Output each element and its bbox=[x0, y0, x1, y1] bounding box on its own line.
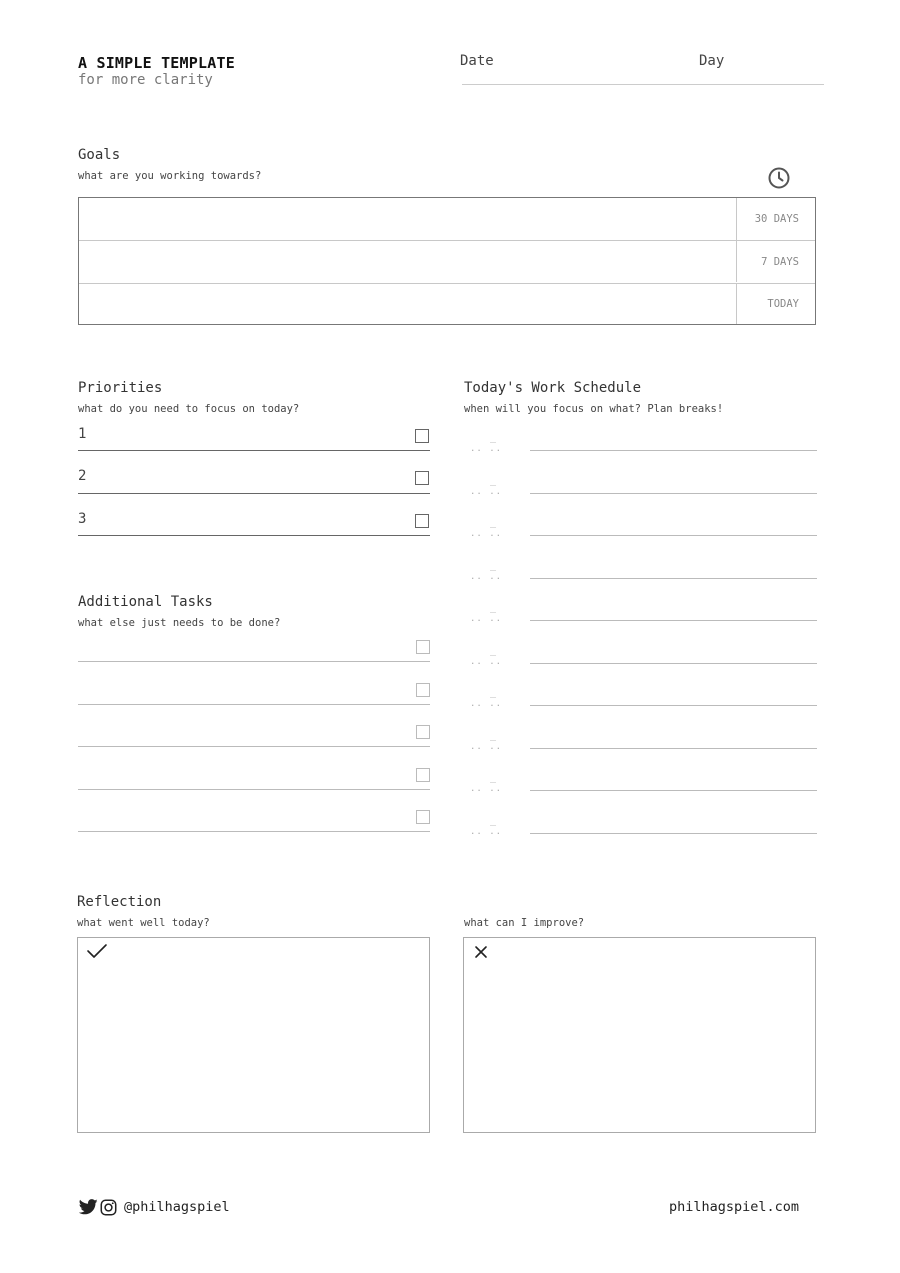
task-checkbox[interactable] bbox=[416, 768, 430, 782]
goal-tag: TODAY bbox=[736, 284, 815, 324]
schedule-slot-line[interactable] bbox=[530, 748, 817, 749]
priority-line[interactable] bbox=[78, 535, 430, 536]
twitter-icon[interactable] bbox=[79, 1199, 98, 1215]
schedule-slot-line[interactable] bbox=[530, 620, 817, 621]
task-line[interactable] bbox=[78, 746, 430, 747]
schedule-slot-dash: _ bbox=[490, 474, 497, 486]
schedule-slot-line[interactable] bbox=[530, 493, 817, 494]
schedule-slot-line[interactable] bbox=[530, 663, 817, 664]
goal-row-30-days[interactable] bbox=[79, 198, 815, 240]
schedule-title: Today's Work Schedule bbox=[464, 380, 642, 396]
task-checkbox[interactable] bbox=[416, 810, 430, 824]
schedule-slot-time[interactable]: .. .. bbox=[470, 571, 503, 582]
priority-number: 1 bbox=[78, 426, 87, 442]
schedule-slot-time[interactable]: .. .. bbox=[470, 826, 503, 837]
schedule-subtitle: when will you focus on what? Plan breaks! bbox=[464, 403, 724, 415]
task-line[interactable] bbox=[78, 789, 430, 790]
clock-icon bbox=[767, 166, 791, 190]
schedule-slot-time[interactable]: .. .. bbox=[470, 529, 503, 539]
schedule-slot-dash: _ bbox=[490, 772, 497, 783]
task-line[interactable] bbox=[78, 831, 430, 832]
priorities-title: Priorities bbox=[78, 380, 163, 396]
social-handle[interactable]: @philhagspiel bbox=[124, 1199, 230, 1215]
schedule-slot-line[interactable] bbox=[530, 450, 817, 451]
cross-icon bbox=[474, 944, 488, 958]
reflection-improve-prompt: what can I improve? bbox=[464, 917, 585, 929]
goal-tag: 7 DAYS bbox=[736, 241, 815, 282]
page-subtitle: for more clarity bbox=[78, 72, 213, 88]
schedule-slot-dash: _ bbox=[490, 814, 497, 826]
tasks-subtitle: what else just needs to be done? bbox=[78, 617, 281, 629]
tasks-title: Additional Tasks bbox=[78, 594, 213, 610]
schedule-slot-line[interactable] bbox=[530, 578, 817, 579]
date-day-line[interactable] bbox=[462, 84, 824, 85]
goal-tag: 30 DAYS bbox=[736, 198, 815, 240]
priority-checkbox[interactable] bbox=[415, 471, 429, 485]
task-line[interactable] bbox=[78, 704, 430, 705]
schedule-slot-dash: _ bbox=[490, 602, 497, 613]
schedule-slot-line[interactable] bbox=[530, 833, 817, 834]
schedule-slot-dash: _ bbox=[490, 729, 497, 741]
schedule-slot-dash: _ bbox=[490, 517, 497, 528]
day-label: Day bbox=[699, 53, 725, 69]
goals-table bbox=[78, 197, 816, 325]
task-checkbox[interactable] bbox=[416, 640, 430, 654]
priority-checkbox[interactable] bbox=[415, 429, 429, 443]
task-checkbox[interactable] bbox=[416, 725, 430, 739]
schedule-slot-time[interactable]: .. .. bbox=[470, 444, 503, 454]
goals-title: Goals bbox=[78, 147, 121, 163]
check-icon bbox=[86, 942, 108, 960]
schedule-slot-time[interactable]: .. .. bbox=[470, 699, 503, 709]
priority-line[interactable] bbox=[78, 493, 430, 494]
schedule-slot-line[interactable] bbox=[530, 790, 817, 791]
date-label: Date bbox=[460, 53, 494, 69]
priority-number: 3 bbox=[78, 511, 87, 527]
priorities-subtitle: what do you need to focus on today? bbox=[78, 403, 300, 415]
page-title: A SIMPLE TEMPLATE bbox=[78, 54, 235, 72]
priority-checkbox[interactable] bbox=[415, 514, 429, 528]
schedule-slot-dash: _ bbox=[490, 432, 497, 443]
schedule-slot-time[interactable]: .. .. bbox=[470, 784, 503, 794]
task-checkbox[interactable] bbox=[416, 683, 430, 697]
improve-box[interactable] bbox=[463, 937, 816, 1133]
schedule-slot-line[interactable] bbox=[530, 705, 817, 706]
schedule-slot-line[interactable] bbox=[530, 535, 817, 536]
schedule-slot-time[interactable]: .. .. bbox=[470, 486, 503, 497]
priority-line[interactable] bbox=[78, 450, 430, 451]
schedule-slot-time[interactable]: .. .. bbox=[470, 741, 503, 752]
priority-number: 2 bbox=[78, 468, 87, 484]
instagram-icon[interactable] bbox=[100, 1199, 117, 1216]
goals-subtitle: what are you working towards? bbox=[78, 170, 262, 182]
schedule-slot-dash: _ bbox=[490, 644, 497, 656]
task-line[interactable] bbox=[78, 661, 430, 662]
schedule-slot-dash: _ bbox=[490, 687, 497, 698]
goal-row-today[interactable] bbox=[79, 283, 815, 324]
schedule-slot-time[interactable]: .. .. bbox=[470, 614, 503, 624]
went-well-box[interactable] bbox=[77, 937, 430, 1133]
goal-row-7-days[interactable] bbox=[79, 240, 815, 282]
reflection-title: Reflection bbox=[77, 894, 162, 910]
reflection-well-prompt: what went well today? bbox=[77, 917, 210, 929]
schedule-slot-time[interactable]: .. .. bbox=[470, 656, 503, 667]
website-link[interactable]: philhagspiel.com bbox=[669, 1199, 800, 1215]
schedule-slot-dash: _ bbox=[490, 559, 497, 571]
